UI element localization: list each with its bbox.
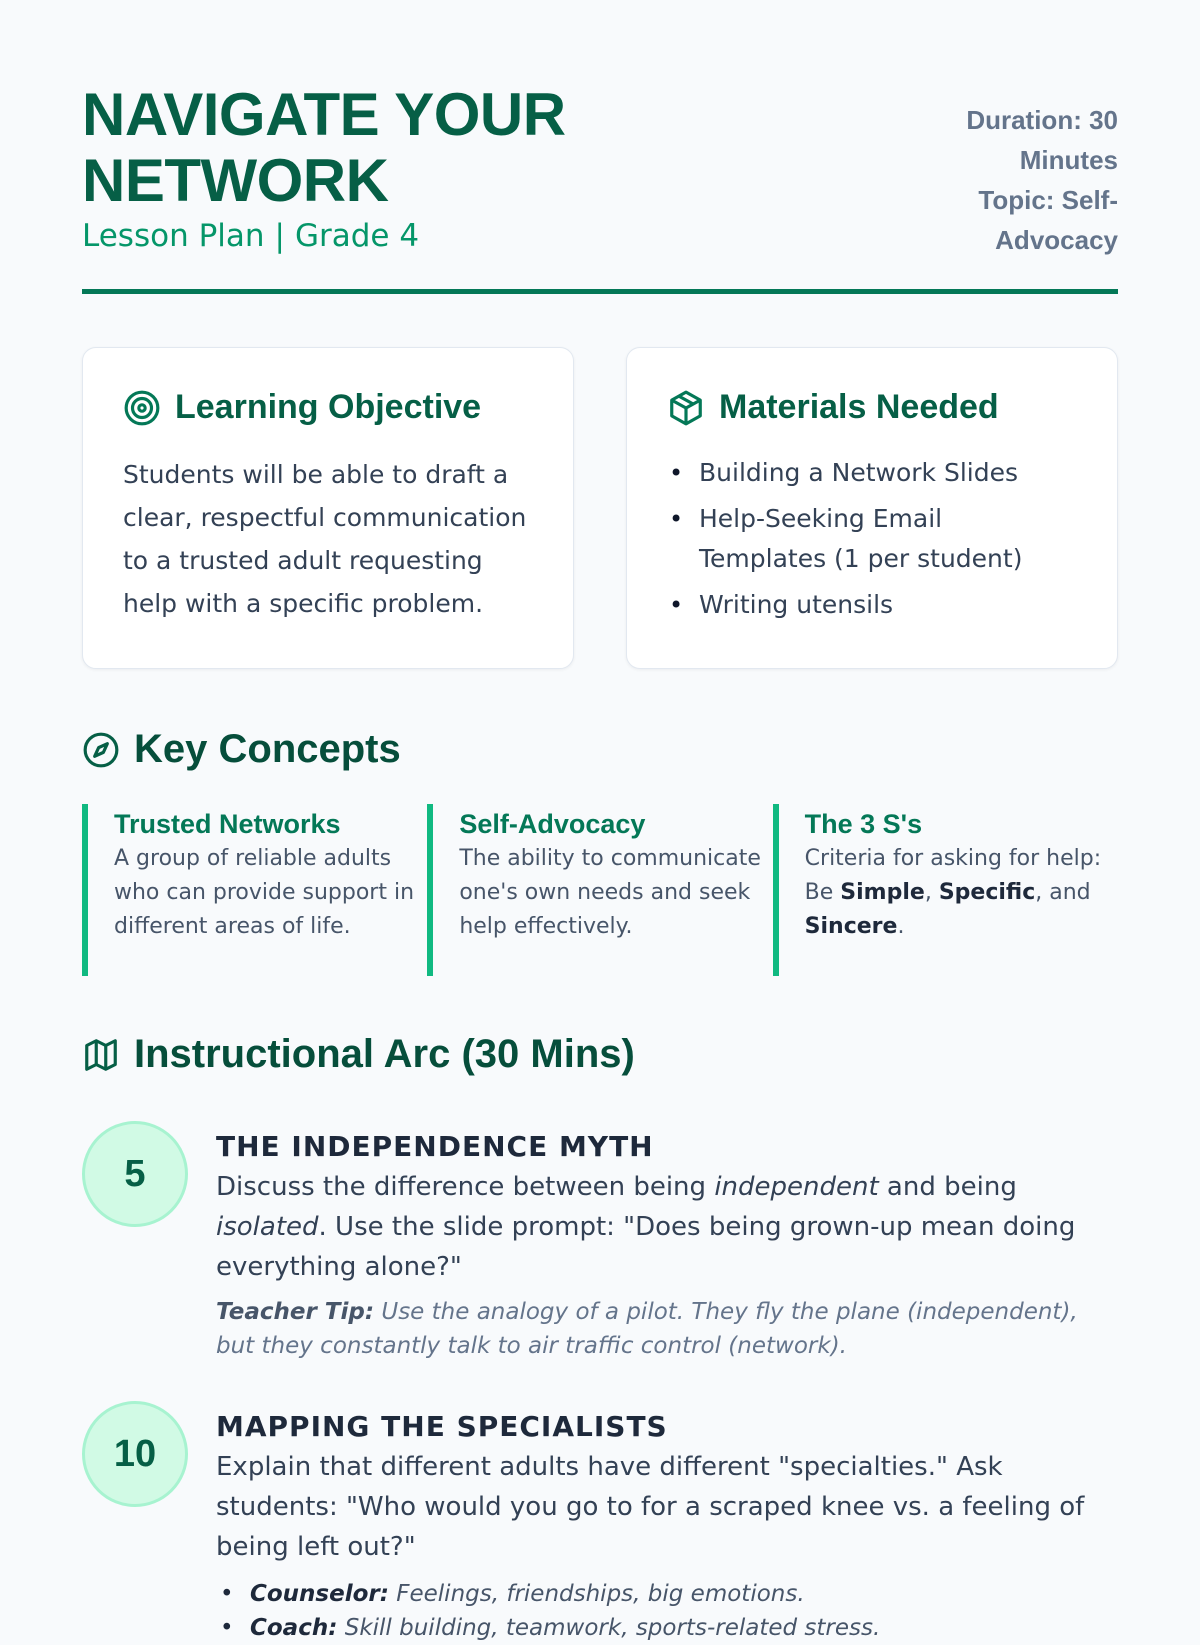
concept-trusted-networks [82,804,427,976]
concept-text [805,842,1118,944]
concept-simple: Simple [840,880,925,905]
role-label: Coach: [250,1615,338,1641]
step-desc-emphasis: isolated [216,1212,319,1242]
step-title: THE INDEPENDENCE MYTH [216,1130,654,1163]
instructional-arc-heading: Instructional Arc (30 Mins) [134,1032,635,1076]
step-desc-part: . Use the slide prompt: "Does being grown-up mean doing everything alone?" [216,1212,1076,1282]
package-icon [667,389,705,427]
role-label: Counselor: [250,1581,389,1607]
compass-icon [82,731,120,769]
materials-header [667,388,1077,427]
page-header [82,0,1118,294]
topic-label: Topic: Self-Advocacy [978,185,1118,255]
role-text: Skill building, teamwork, sports-related stress. [337,1615,881,1641]
lesson-meta [918,100,1118,260]
concept-sep: , [924,880,939,905]
instructional-arc-header [82,1032,1118,1077]
duration-label: Duration: 30 Minutes [966,105,1118,175]
teacher-tip [216,1295,1118,1363]
teacher-tip-text: Use the analogy of a pilot. They fly the plane (independent), but they constantly talk to air traffic control (network). [216,1299,1078,1359]
learning-objective-text: Students will be able to draft a clear, respectful communication to a trusted adult requesting help with a specific problem. [123,460,527,618]
step-desc-part: and being [878,1172,1017,1202]
concept-title: Trusted Networks [114,809,341,839]
concept-specific: Specific [938,880,1036,905]
step-minutes-badge: 10 [82,1401,188,1507]
specialist-role [216,1611,1118,1645]
step-desc-emphasis: independent [714,1172,879,1202]
concept-sep: , and [1035,880,1091,905]
concept-self-advocacy [427,804,772,976]
concept-three-s [773,804,1118,976]
arc-step [82,1401,1118,1645]
step-body [216,1121,1118,1363]
step-description: Explain that different adults have different "specialties." Ask students: "Who would you go to for a scraped knee vs. a feeling of being left out?" [216,1452,1085,1562]
arc-step [82,1121,1118,1363]
concept-title: Self-Advocacy [459,809,646,839]
subtitle-lesson-plan: Lesson Plan [82,218,265,254]
key-concepts-list [82,804,1118,976]
step-desc-part: Discuss the difference between being [216,1172,715,1202]
subtitle-separator: | [274,218,285,254]
step-body [216,1401,1118,1645]
map-icon [82,1036,120,1074]
key-concepts-heading: Key Concepts [134,727,401,771]
learning-objective-header [123,388,533,427]
page-title: NAVIGATE YOUR NETWORK [82,81,566,214]
materials-item: • Writing utensils [667,585,1077,625]
specialist-roles-list [216,1577,1118,1645]
materials-card [626,347,1118,669]
target-icon [123,389,161,427]
teacher-tip-label: Teacher Tip: [216,1299,375,1325]
overview-cards [82,347,1118,669]
key-concepts-header [82,727,1118,772]
materials-item: • Help-Seeking Email Templates (1 per student) [667,499,1077,579]
concept-suffix: . [897,914,905,939]
materials-heading: Materials Needed [719,388,999,426]
concept-text: The ability to communicate one's own needs and seek help effectively. [459,846,761,939]
learning-objective-heading: Learning Objective [175,388,482,426]
subtitle-grade: Grade 4 [294,218,420,254]
concept-sincere: Sincere [804,914,898,939]
specialist-role [216,1577,1118,1611]
concept-text-prefix: Criteria for asking for help: Be [804,846,1102,905]
learning-objective-card [82,347,574,669]
step-description [216,1167,1118,1287]
concept-text: A group of reliable adults who can provide support in different areas of life. [114,846,415,939]
role-text: Feelings, friendships, big emotions. [388,1581,805,1607]
concept-title: The 3 S's [804,809,923,839]
step-minutes-badge: 5 [82,1121,188,1227]
materials-list [667,453,1077,625]
materials-item: • Building a Network Slides [667,453,1077,493]
step-title: MAPPING THE SPECIALISTS [216,1410,668,1443]
